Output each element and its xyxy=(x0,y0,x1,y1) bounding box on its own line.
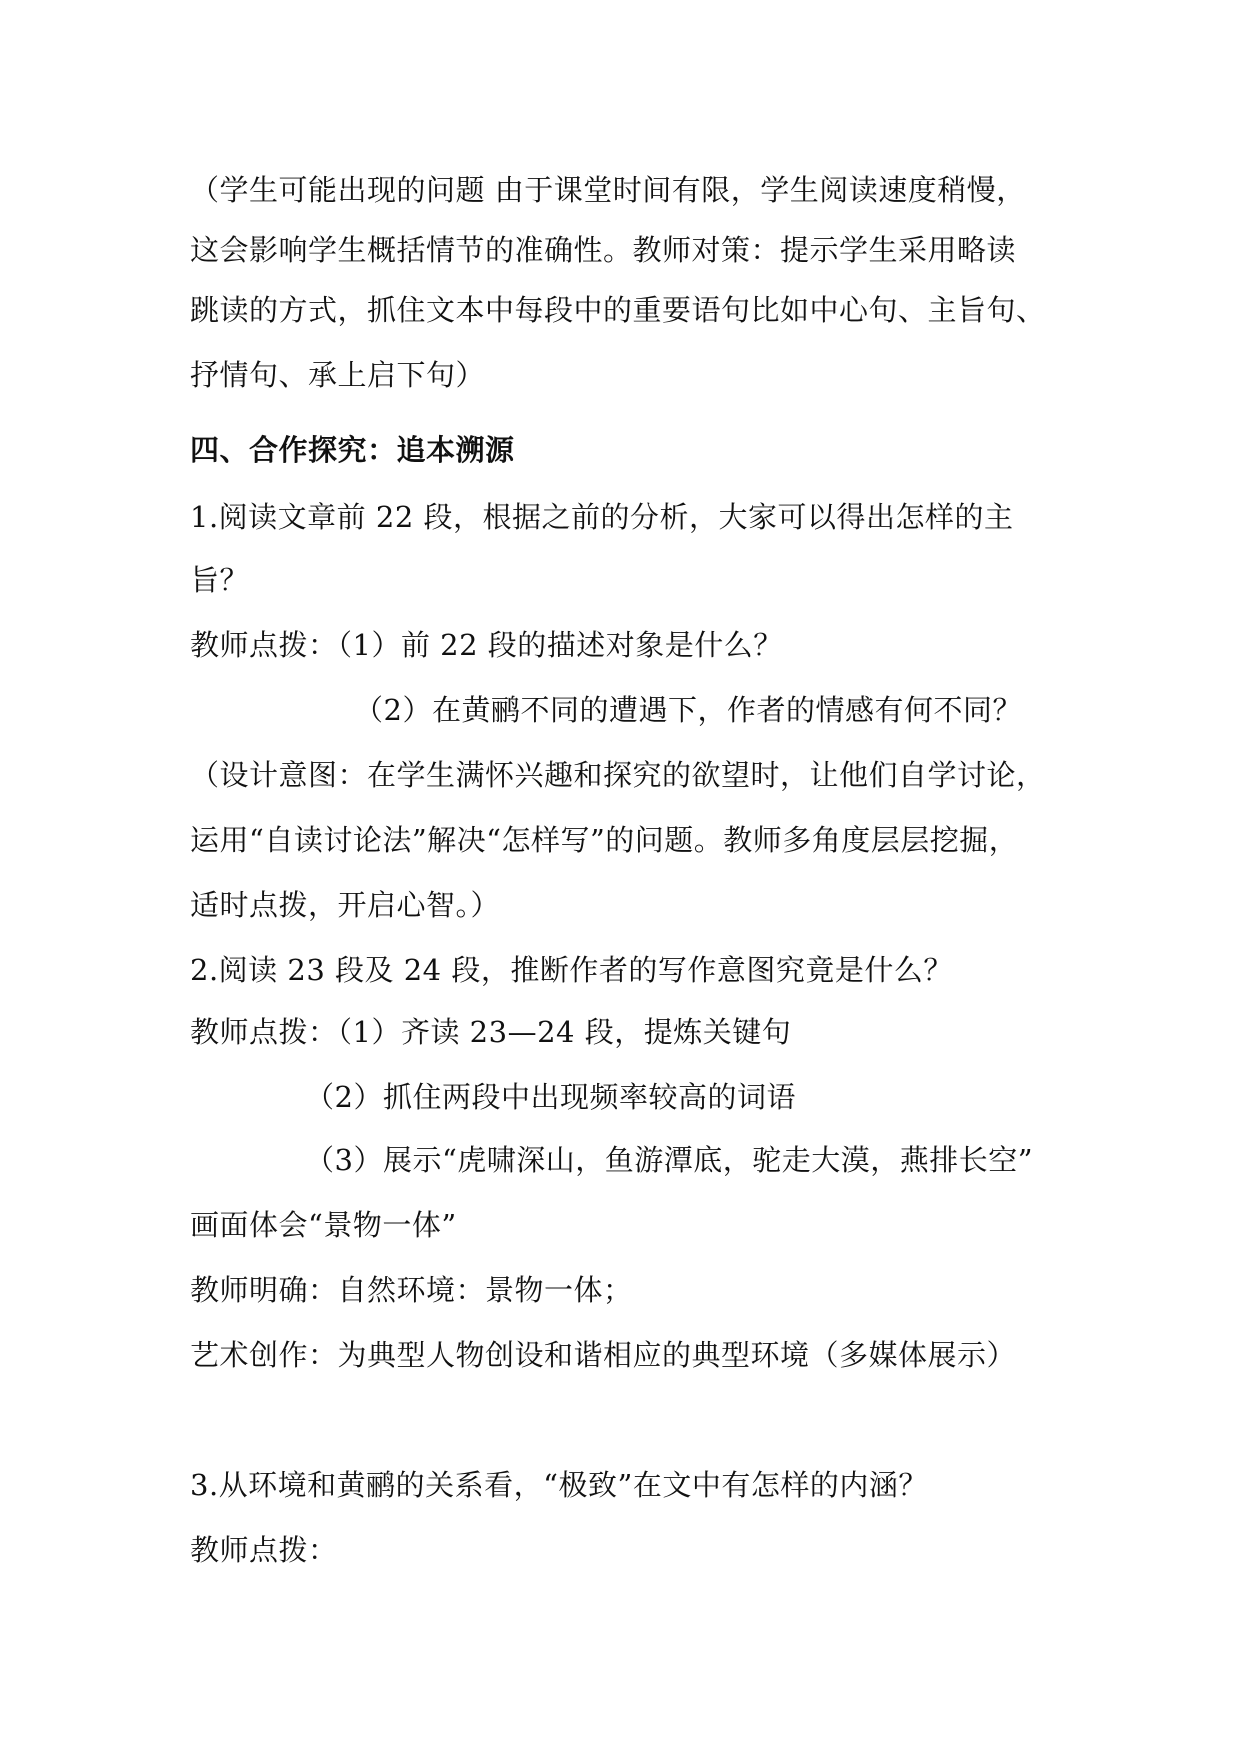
paragraph-line: 抒情句、承上启下句） xyxy=(190,358,486,392)
question-line: 2.阅读 23 段及 24 段，推断作者的写作意图究竟是什么？ xyxy=(190,953,953,987)
teacher-guidance-line: （2）在黄鹂不同的遭遇下，作者的情感有何不同？ xyxy=(354,693,1022,727)
section-heading: 四、合作探究：追本溯源 xyxy=(190,433,515,467)
teacher-guidance-line: 教师点拨：（1）齐读 23—24 段，提炼关键句 xyxy=(190,1015,792,1049)
question-line: 1.阅读文章前 22 段，根据之前的分析，大家可以得出怎样的主 xyxy=(190,500,1014,534)
question-line: 旨？ xyxy=(190,563,250,597)
teacher-conclusion-line: 教师明确：自然环境：景物一体； xyxy=(190,1273,633,1307)
design-intent-line: （设计意图：在学生满怀兴趣和探究的欲望时，让他们自学讨论， xyxy=(190,758,1046,792)
paragraph-line: 画面体会“景物一体” xyxy=(190,1208,457,1242)
teacher-guidance-line: （2）抓住两段中出现频率较高的词语 xyxy=(305,1080,796,1114)
paragraph-line: 跳读的方式，抓住文本中每段中的重要语句比如中心句、主旨句、 xyxy=(190,293,1046,327)
paragraph-line: （学生可能出现的问题 由于课堂时间有限，学生阅读速度稍慢， xyxy=(190,173,1026,207)
paragraph-line: 这会影响学生概括情节的准确性。教师对策：提示学生采用略读 xyxy=(190,233,1017,267)
design-intent-line: 适时点拨，开启心智。） xyxy=(190,888,501,922)
teacher-conclusion-line: 艺术创作：为典型人物创设和谐相应的典型环境（多媒体展示） xyxy=(190,1338,1017,1372)
teacher-guidance-line: （3）展示“虎啸深山，鱼游潭底，驼走大漠，燕排长空” xyxy=(305,1143,1034,1177)
teacher-guidance-line: 教师点拨：（1）前 22 段的描述对象是什么？ xyxy=(190,628,783,662)
teacher-guidance-line: 教师点拨： xyxy=(190,1533,338,1567)
question-line: 3.从环境和黄鹂的关系看，“极致”在文中有怎样的内涵？ xyxy=(190,1468,928,1502)
design-intent-line: 运用“自读讨论法”解决“怎样写”的问题。教师多角度层层挖掘， xyxy=(190,823,1019,857)
